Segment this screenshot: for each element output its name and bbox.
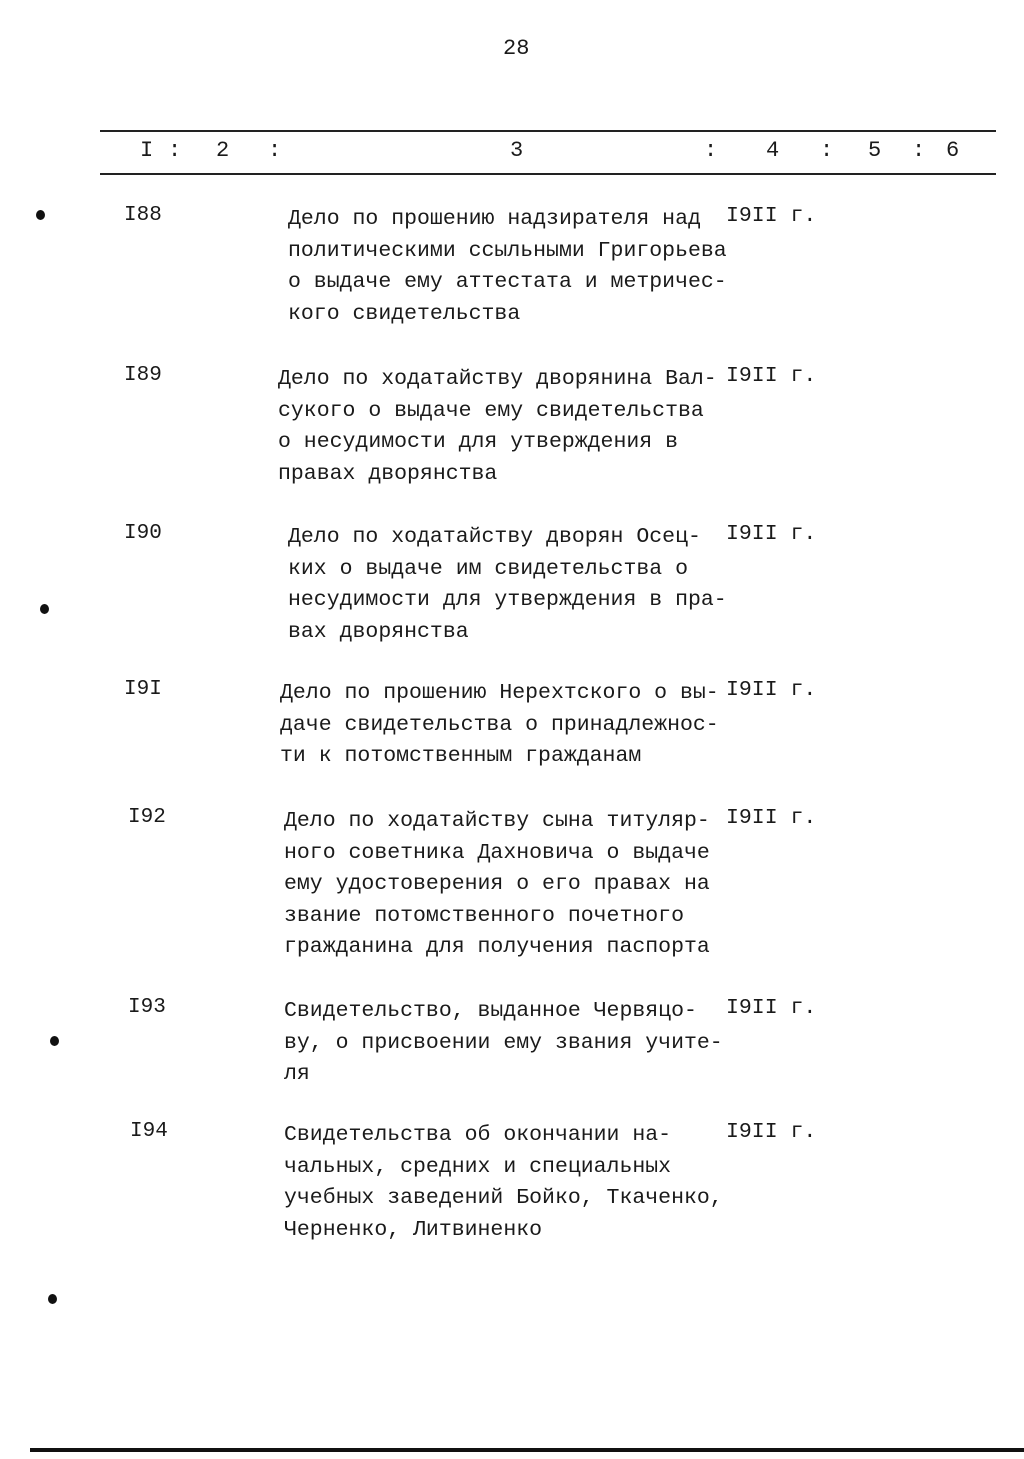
column-separator: : xyxy=(912,138,926,163)
description-line: Свидетельства об окончании на- xyxy=(284,1123,672,1147)
description-line: ему удостоверения о его правах на xyxy=(284,872,710,896)
column-header-2: 2 xyxy=(216,138,230,163)
entry-description xyxy=(280,678,719,773)
column-header-6: 6 xyxy=(946,138,960,163)
entry-number: I90 xyxy=(124,522,162,545)
description-line: вах дворянства xyxy=(288,619,469,644)
punch-mark xyxy=(50,1036,59,1046)
description-line: Свидетельство, выданное Червяцо- xyxy=(284,999,697,1023)
page-number: 28 xyxy=(503,36,530,61)
entry-description xyxy=(288,204,727,330)
punch-mark xyxy=(48,1294,57,1304)
description-line: Черненко, Литвиненко xyxy=(284,1217,543,1242)
punch-mark xyxy=(36,210,45,220)
description-line: несудимости для утверждения в пра- xyxy=(288,588,727,612)
header-bottom-rule xyxy=(100,173,996,175)
punch-mark xyxy=(40,604,49,614)
entry-number: I89 xyxy=(124,364,162,387)
column-separator: : xyxy=(268,138,282,163)
entry-number: I9I xyxy=(124,678,162,701)
description-line: Дело по ходатайству сына титуляр- xyxy=(284,809,710,833)
entry-date: I9II г. xyxy=(726,204,817,228)
entry-number: I93 xyxy=(128,996,166,1019)
entry-date: I9II г. xyxy=(726,522,817,546)
description-line: Дело по ходатайству дворянина Вал- xyxy=(278,367,717,391)
description-line: ля xyxy=(284,1062,310,1086)
description-line: Дело по прошению надзирателя над xyxy=(288,207,701,231)
column-separator: : xyxy=(168,138,182,163)
description-line: чальных, средних и специальных xyxy=(284,1154,672,1179)
entry-date: I9II г. xyxy=(726,996,817,1020)
column-header-5: 5 xyxy=(868,138,882,163)
description-line: о несудимости для утверждения в xyxy=(278,430,678,454)
entry-date: I9II г. xyxy=(726,678,817,702)
description-line: ву, о присвоении ему звания учите- xyxy=(284,1030,723,1055)
header-top-rule xyxy=(100,130,996,132)
description-line: ти к потомственным гражданам xyxy=(280,744,642,768)
column-separator: : xyxy=(704,138,718,163)
entry-description xyxy=(288,522,727,648)
description-line: звание потомственного почетного xyxy=(284,903,684,928)
description-line: сукого о выдаче ему свидетельства xyxy=(278,398,704,423)
entry-number: I92 xyxy=(128,806,166,829)
column-header-4: 4 xyxy=(766,138,780,163)
description-line: гражданина для получения паспорта xyxy=(284,935,710,959)
column-header-3: 3 xyxy=(510,138,524,163)
description-line: о выдаче ему аттестата и метричес- xyxy=(288,270,727,294)
description-line: правах дворянства xyxy=(278,461,498,486)
entry-date: I9II г. xyxy=(726,364,817,388)
entry-date: I9II г. xyxy=(726,1120,817,1144)
entry-description xyxy=(284,996,723,1091)
entry-description xyxy=(278,364,717,490)
description-line: даче свидетельства о принадлежнос- xyxy=(280,712,719,737)
description-line: кого свидетельства xyxy=(288,301,521,326)
entry-number: I94 xyxy=(130,1120,168,1143)
description-line: ких о выдаче им свидетельства о xyxy=(288,556,688,581)
entry-description xyxy=(284,806,710,964)
entry-date: I9II г. xyxy=(726,806,817,830)
description-line: Дело по ходатайству дворян Осец- xyxy=(288,525,701,549)
entry-number: I88 xyxy=(124,204,162,227)
description-line: политическими ссыльными Григорьева xyxy=(288,238,727,263)
description-line: учебных заведений Бойко, Ткаченко, xyxy=(284,1186,723,1210)
entry-description xyxy=(284,1120,723,1246)
bottom-edge xyxy=(30,1448,1024,1452)
column-header-1: I xyxy=(140,138,154,163)
description-line: Дело по прошению Нерехтского о вы- xyxy=(280,681,719,705)
column-separator: : xyxy=(820,138,834,163)
description-line: ного советника Дахновича о выдаче xyxy=(284,840,710,865)
